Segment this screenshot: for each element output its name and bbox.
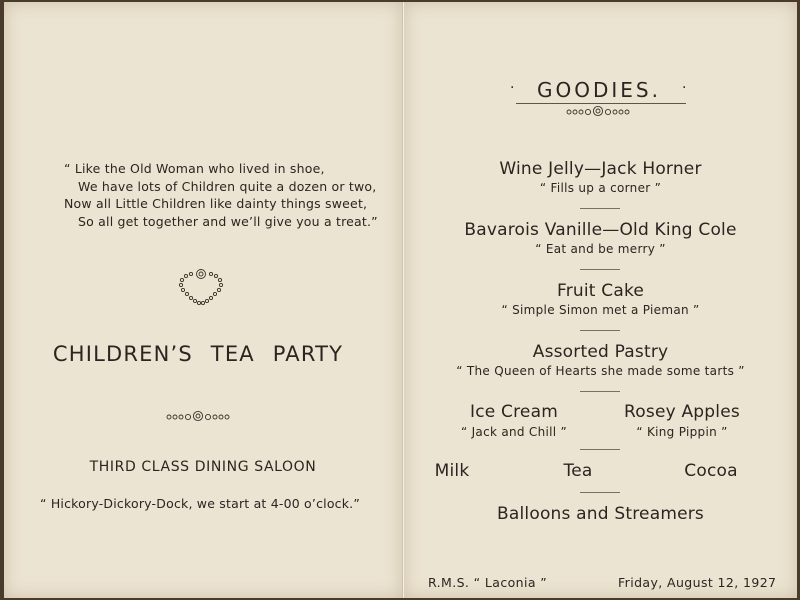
menu-item-quote: “ Fills up a corner ”: [539, 181, 662, 195]
menu-item-quote: “ Eat and be merry ”: [535, 242, 666, 256]
menu-item-quote: “ King Pippin ”: [636, 425, 728, 439]
divider: [580, 330, 620, 331]
menu-heading: GOODIES.: [537, 78, 661, 102]
menu-item-name: Balloons and Streamers: [497, 504, 704, 524]
menu-item-name: Rosey Apples: [624, 402, 740, 422]
menu-item-name: Bavarois Vanille—Old King Cole: [464, 220, 737, 240]
venue-subtitle: THIRD CLASS DINING SALOON: [89, 459, 317, 475]
start-time-tagline: “ Hickory-Dickory-Dock, we start at 4-00 o’clock.”: [39, 496, 361, 511]
drink-tea: Tea: [563, 461, 593, 481]
poem-line: “ Like the Old Woman who lived in shoe,: [64, 161, 325, 176]
menu-item-name: Assorted Pastry: [532, 342, 669, 362]
menu-item-name: Wine Jelly—Jack Horner: [499, 159, 702, 179]
event-date: Friday, August 12, 1927: [618, 575, 777, 590]
menu-item-pair-left: [424, 402, 604, 439]
menu-item-quote: “ The Queen of Hearts she made some tarts ”: [456, 364, 745, 378]
event-title: CHILDREN’S TEA PARTY: [52, 342, 344, 366]
heading-dot: ·: [682, 80, 687, 96]
divider: [580, 208, 620, 209]
drink-milk: Milk: [434, 461, 470, 481]
divider: [580, 391, 620, 392]
menu-item-quote: “ Jack and Chill ”: [460, 425, 568, 439]
heading-dot: ·: [510, 80, 515, 96]
poem-line: We have lots of Children quite a dozen or two,: [78, 178, 377, 194]
right-page: [403, 2, 797, 598]
drink-cocoa: Cocoa: [684, 461, 738, 481]
menu-item-name: Ice Cream: [470, 402, 558, 422]
menu-item-name: Fruit Cake: [556, 281, 645, 301]
left-page: [4, 2, 403, 598]
menu-item-quote: “ Simple Simon met a Pieman ”: [501, 303, 700, 317]
poem: [64, 160, 384, 230]
chain-ornament-icon: [564, 104, 636, 118]
heart-ornament-icon: [177, 268, 225, 308]
divider: [580, 269, 620, 270]
poem-line: Now all Little Children like dainty things sweet,: [64, 196, 368, 211]
divider: [580, 449, 620, 450]
menu-item-pair-right: [602, 402, 762, 439]
poem-line: So all get together and we’ll give you a treat.”: [78, 213, 378, 229]
divider: [580, 492, 620, 493]
chain-ornament-icon: [164, 409, 236, 423]
ship-name: R.M.S. “ Laconia ”: [428, 575, 548, 590]
